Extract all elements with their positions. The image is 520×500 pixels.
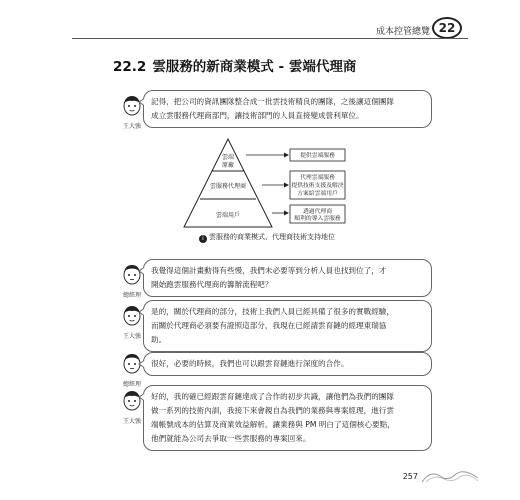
tier-label-top-line2: 原廠 [221, 162, 235, 169]
footer-decoration-icon [420, 466, 480, 484]
speech-bubble [143, 259, 432, 297]
dialog-line: 助。 [151, 335, 167, 344]
dialog-line: 很好，必要的時候，我們也可以跟雲育鏈進行深度的合作。 [151, 359, 349, 368]
figure-caption [199, 232, 335, 243]
speaker-name: 王大強 [122, 333, 141, 340]
dialog-line: 我覺得這個計畫動得有些慢，我們未必要等到分析人員也找到位了，才 [151, 266, 387, 275]
section-title-text: 雲服務的新商業模式 - 雲端代理商 [152, 59, 357, 75]
tier-label-bottom: 雲端用戶 [215, 212, 241, 219]
dialog-block [117, 300, 432, 350]
dialog-line: 是的，關於代理商的部分，技術上我們人員已經具備了很多的實戰經驗， [151, 307, 394, 316]
pyramid [184, 139, 272, 227]
dialog-line: 而關於代理商必須要有證照這部分，我現在已經請雲育鏈的經理東瑞協 [151, 321, 387, 330]
header-divider [72, 38, 468, 39]
speech-bubble [143, 90, 432, 128]
tier-label-top-line1: 雲端 [221, 154, 235, 161]
dialog-line: 記得，把公司的資訊團隊整合成一批雲技術精良的團隊，之後讓這個團隊 [151, 97, 394, 106]
dialog-line: 端帳號成本的估算及商業效益解析。讓業務與 PM 明白了這個核心要點， [151, 420, 395, 429]
dialog-block [117, 352, 432, 388]
speaker-name: 王大強 [122, 123, 141, 130]
dialog-block [117, 385, 432, 451]
box-top-text: 提供雲端服務 [300, 153, 335, 159]
box-bottom-line2: 順利的導入雲服務 [294, 216, 341, 222]
dialog-line: 好的，我的確已經跟雲育鏈達成了合作的初步共識，讓他們為我們的團隊 [151, 392, 394, 401]
dialog-line: 做一系列的技術內訓，我接下來會親自為我們的業務與專案經理，進行雲 [151, 406, 394, 415]
box-bottom-line1: 透過代理商 [303, 209, 332, 215]
speaker-name: 總經理 [122, 292, 141, 299]
caption-text: 雲服務的商業模式、代理商技術支持地位 [209, 233, 335, 241]
box-middle-line3: 方案給雲端用戶 [297, 191, 338, 197]
chapter-number-badge: 22 [432, 17, 462, 39]
section-number: 22.2 [113, 59, 147, 75]
speech-bubble [143, 300, 432, 352]
dialog-block [117, 90, 432, 130]
pyramid-diagram [180, 135, 350, 230]
speaker-name: 總經理 [122, 381, 141, 388]
speech-bubble [143, 385, 432, 451]
box-middle-line2: 提供技術支援及解決 [291, 183, 344, 189]
description-boxes [290, 149, 345, 223]
dialog-line: 成立雲服務代理商部門，讓技術部門的人員直接變成營利單位。 [151, 111, 364, 120]
chapter-title: 成本控管總覽 [375, 27, 430, 37]
dialog-line: 開始跑雲服務代理商的籌辦流程吧？ [151, 280, 273, 289]
dialog-line: 他們就能為公司去爭取一些雲服務的專案回來。 [151, 434, 311, 443]
info-icon: i [199, 235, 207, 243]
tier-label-middle: 雲服務代理商 [209, 183, 247, 190]
box-middle-line1: 代理雲端服務 [300, 175, 335, 181]
section-heading [113, 55, 356, 75]
speaker-name: 王大強 [122, 418, 141, 425]
dialog-block [117, 259, 432, 299]
speaker [117, 352, 147, 388]
speech-bubble [143, 352, 432, 376]
page-number: 257 [402, 472, 418, 481]
